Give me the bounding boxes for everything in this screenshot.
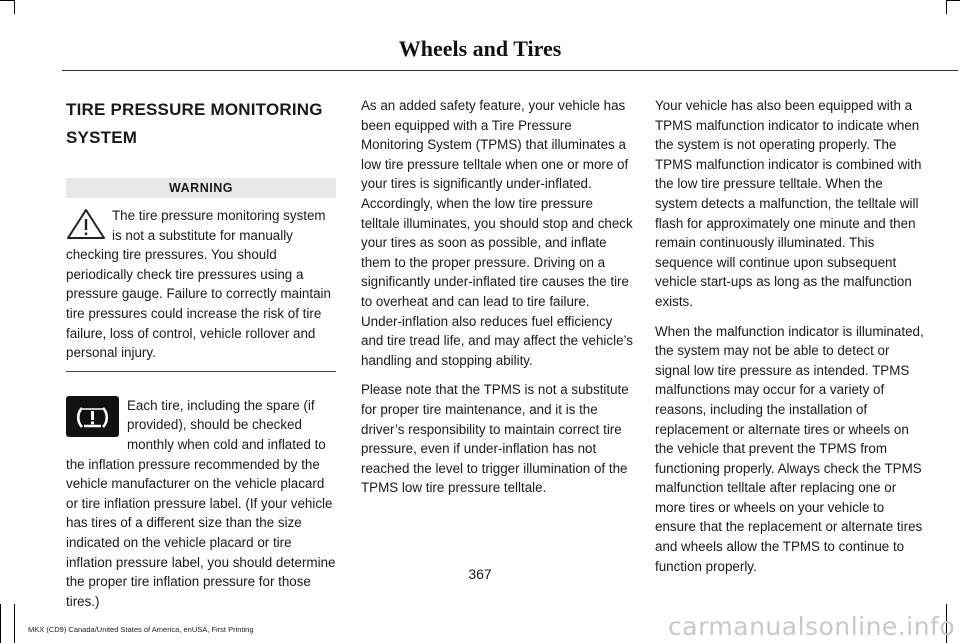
crop-mark xyxy=(14,604,15,643)
crop-mark xyxy=(0,0,14,1)
paragraph: Please note that the TPMS is not a substitute for proper tire maintenance, and it is the driver’s responsibility to maintain correct tire pressure, even if under-inflation has not reached the level to trigger illumination of the TPMS low tire pressure telltale. xyxy=(361,382,629,496)
footer-printing-note: MKX (CD9) Canada/United States of America, enUSA, First Printing xyxy=(28,625,254,634)
column-1 xyxy=(66,96,336,611)
paragraph: As an added safety feature, your vehicle has been equipped with a Tire Pressure Monitoring System (TPMS) that illuminates a low tire pressure telltale when one or more of your tires is significantly under-inflated. Accordingly, when the low tire pressure telltale illuminates, you should stop and check your tires as soon as possible, and inflate them to the proper pressure. Driving on a significantly under-inflated tire causes the tire to overheat and can lead to tire failure. Under-inflation also reduces fuel efficiency and tire tread life, and may affect the vehicle’s handling and stopping ability. xyxy=(361,98,633,368)
paragraph: Your vehicle has also been equipped with a TPMS malfunction indicator to indicate when the system is not operating properly. The TPMS malfunction indicator is combined with the low tire pressure telltale. When the system detects a malfunction, the telltale will flash for approximately one minute and then remain continuously illuminated. This sequence will continue upon subsequent vehicle start-ups as long as the malfunction exists. xyxy=(655,98,922,309)
column-2 xyxy=(361,96,633,508)
warning-divider xyxy=(66,371,336,372)
warning-block xyxy=(66,206,336,372)
column-3 xyxy=(655,96,927,586)
watermark: carmanualsonline.info xyxy=(668,612,956,641)
tpms-info-text: Each tire, including the spare (if provided), should be checked monthly when cold and inflated to the inflation pressure recommended by the vehicle manufacturer on the vehicle placard or tire inflation pressure label. (If your vehicle has tires of a different size than the size indicated on the vehicle placard or tire inflation pressure label, you should determine the proper tire inflation pressure for those tires.) xyxy=(66,397,336,609)
section-title-line-2: SYSTEM xyxy=(66,128,138,147)
crop-mark xyxy=(946,0,947,14)
page-number: 367 xyxy=(468,566,492,582)
crop-mark xyxy=(946,0,960,1)
tire-pressure-warning-icon xyxy=(66,396,119,437)
page-header-title: Wheels and Tires xyxy=(398,36,562,61)
section-title-line-1: TIRE PRESSURE MONITORING xyxy=(66,100,323,119)
warning-text: The tire pressure monitoring system is not a substitute for manually checking tire pressures. You should periodically check tire pressures using a pressure gauge. Failure to correctly maintain tire pressures could increase the risk of tire failure, loss of control, vehicle rollover and personal injury. xyxy=(66,208,331,361)
warning-heading: WARNING xyxy=(66,178,336,198)
warning-triangle-icon xyxy=(66,208,106,240)
crop-mark xyxy=(14,0,15,14)
paragraph: When the malfunction indicator is illuminated, the system may not be able to detect or signal low tire pressure as intended. TPMS malfunctions may occur for a variety of reasons, including the installation of replacement or alternate tires or wheels on the vehicle that prevent the TPMS from functioning properly. Always check the TPMS malfunction telltale after replacing one or more tires or wheels on your vehicle to ensure that the replacement or alternate tires and wheels allow the TPMS to continue to function properly. xyxy=(655,323,924,574)
crop-mark xyxy=(0,604,1,643)
header-divider xyxy=(62,70,958,71)
